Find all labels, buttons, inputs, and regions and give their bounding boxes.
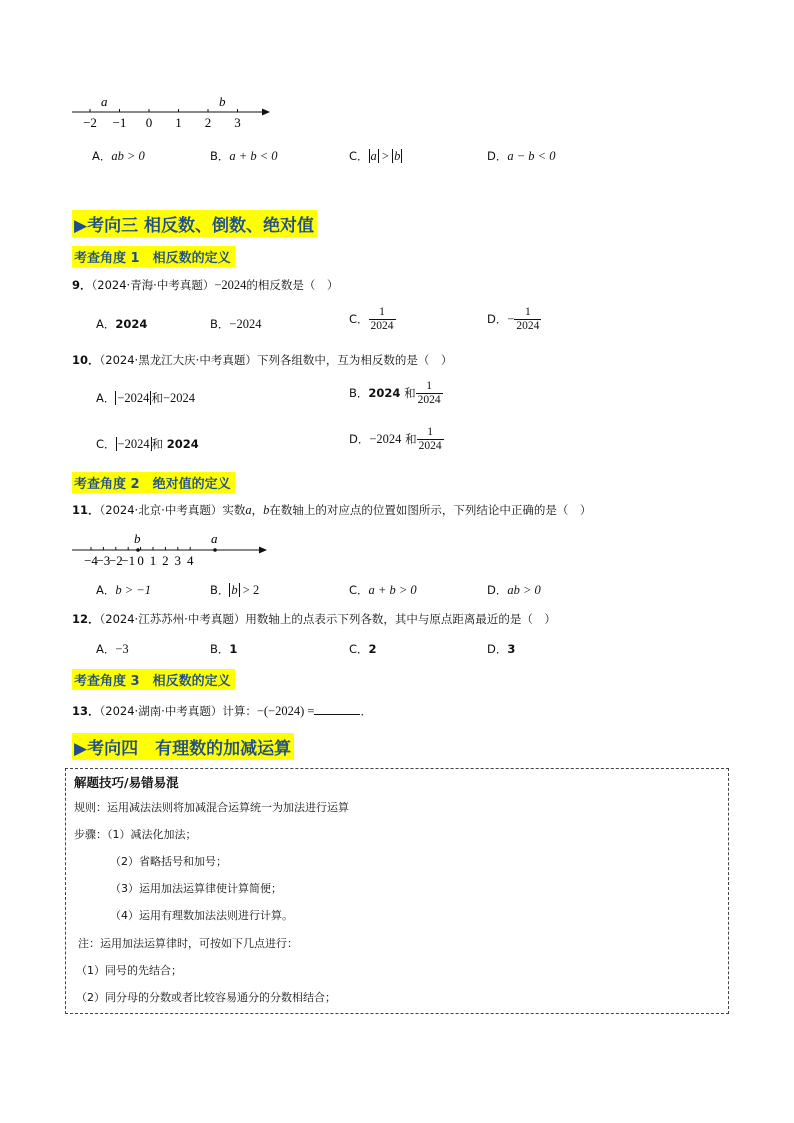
- triangle-icon: ▶: [74, 739, 88, 759]
- q12-option-b[interactable]: [210, 641, 237, 657]
- question-number: 9．: [72, 278, 92, 292]
- number-line-1-tick-label: 2: [204, 115, 212, 130]
- option-letter: A．: [92, 149, 112, 163]
- question-text: 用数轴上的点表示下列各数，其中与原点距离最近的是（ ）: [245, 612, 556, 626]
- q9-option-c[interactable]: [349, 306, 396, 333]
- number-line-2-tick-label: 0: [137, 553, 144, 568]
- option-value: 3: [507, 642, 516, 656]
- number-line-2-point-a-label: a: [211, 531, 218, 546]
- question-number: 12．: [72, 612, 100, 626]
- comma: ，: [251, 503, 264, 517]
- number-line-1-point-b-label: b: [219, 94, 226, 109]
- angle-1-heading: 考查角度 1 相反数的定义: [72, 246, 235, 267]
- tips-line: （4）运用有理数加法法则进行计算。: [110, 909, 293, 922]
- number-line-1-tick-label: 3: [234, 115, 241, 130]
- q11-option-d[interactable]: [487, 582, 541, 598]
- fraction-numerator: 1: [426, 380, 432, 392]
- option-letter: A．: [96, 391, 116, 405]
- option-letter: B．: [210, 149, 230, 163]
- tips-line: 注：运用加法运算律时，可按如下几点进行：: [78, 937, 298, 950]
- q10-option-d[interactable]: [349, 426, 444, 453]
- option-expr-right: > 2: [239, 583, 260, 597]
- question-end: ．: [360, 704, 372, 718]
- option-letter: D．: [487, 583, 508, 597]
- abs-expr: −2024: [117, 391, 150, 405]
- question-source: （2024·江苏苏州·中考真题）: [99, 612, 246, 626]
- abs-expr: −2024: [117, 437, 150, 451]
- var-b: b: [263, 503, 270, 517]
- option-expr: ab > 0: [111, 149, 145, 163]
- option-letter: B．: [210, 317, 230, 331]
- number-line-2: [66, 530, 276, 572]
- tips-line: 步骤：（1）减法化加法；: [74, 828, 197, 841]
- option-expr: ab > 0: [507, 583, 541, 597]
- question-text: 的相反数是（ ）: [246, 278, 339, 292]
- section-3-title: 考向三 相反数、倒数、绝对值: [87, 216, 314, 236]
- q12-option-d[interactable]: [487, 641, 515, 657]
- q8-option-b[interactable]: [210, 148, 278, 164]
- question-expr: −2024: [214, 278, 247, 292]
- option-right: 2024: [166, 437, 199, 451]
- q10-option-b[interactable]: [349, 380, 443, 407]
- q10-stem: [72, 352, 452, 368]
- option-letter: D．: [487, 149, 508, 163]
- option-letter: A．: [96, 317, 116, 331]
- option-left: −2024: [369, 432, 402, 446]
- q9-option-d[interactable]: [487, 306, 541, 333]
- q9-stem: [72, 277, 338, 293]
- q8-option-a[interactable]: [92, 148, 145, 164]
- option-value: 1: [229, 642, 238, 656]
- tips-line: （2）同分母的分数或者比较容易通分的分数相结合；: [76, 991, 336, 1004]
- number-line-2-point-b: [136, 548, 140, 552]
- triangle-icon: ▶: [74, 216, 88, 236]
- section-4-heading: [72, 733, 294, 760]
- q12-option-a[interactable]: [96, 641, 129, 657]
- option-letter: D．: [487, 642, 508, 656]
- abs-a: a: [370, 149, 377, 163]
- question-source: （2024·青海·中考真题）: [91, 278, 215, 292]
- tips-line: （1）同号的先结合；: [76, 964, 182, 977]
- abs-b: b: [231, 583, 238, 597]
- option-letter: D．: [487, 312, 508, 326]
- option-letter: B．: [210, 642, 230, 656]
- number-line-2-tick-label: 1: [149, 553, 157, 568]
- option-letter: C．: [349, 583, 369, 597]
- option-value: 2024: [115, 317, 148, 331]
- angle-3-heading: 考查角度 3 相反数的定义: [72, 669, 235, 690]
- and-word: 和: [151, 437, 164, 451]
- number-line-2-tick-label: 4: [186, 553, 194, 568]
- angle-2-heading: 考查角度 2 绝对值的定义: [72, 472, 235, 493]
- number-line-2-point-a: [213, 548, 217, 552]
- question-source: （2024·黑龙江大庆·中考真题）: [99, 353, 257, 367]
- fraction: [514, 306, 541, 333]
- question-source: （2024·湖南·中考真题）: [99, 704, 223, 718]
- fraction-denominator: 2024: [417, 394, 441, 406]
- number-line-1-tick-label: −1: [112, 115, 127, 130]
- number-line-2-tick-label: −4: [84, 553, 98, 568]
- fraction-denominator: 2024: [370, 320, 394, 332]
- option-letter: D．: [349, 432, 370, 446]
- q11-option-c[interactable]: [349, 582, 417, 598]
- number-line-2-tick-label: 2: [162, 553, 169, 568]
- tips-box: [65, 768, 729, 1014]
- number-line-1-point-a-label: a: [101, 94, 108, 109]
- option-letter: A．: [96, 583, 116, 597]
- section-4-title: 考向四 有理数的加减运算: [87, 739, 292, 759]
- option-sign: −: [507, 312, 515, 326]
- q9-option-b[interactable]: [210, 316, 261, 332]
- question-text: 下列各组数中，互为相反数的是（ ）: [256, 353, 453, 367]
- question-number: 11．: [72, 503, 100, 517]
- option-expr: b > −1: [115, 583, 151, 597]
- fraction-numerator: 1: [379, 306, 385, 318]
- q11-option-b[interactable]: [210, 582, 259, 598]
- tips-line: （2）省略括号和加号；: [110, 855, 227, 868]
- number-line-2-tick-label: 3: [174, 553, 182, 568]
- fraction-numerator: 1: [525, 306, 531, 318]
- number-line-1-tick-label: 0: [145, 115, 153, 130]
- q12-stem: [72, 611, 556, 627]
- abs-b: b: [394, 149, 401, 163]
- option-expr: a + b < 0: [229, 149, 278, 163]
- tips-line: （3）运用加法运算律使计算简便；: [110, 882, 282, 895]
- option-value: 2: [368, 642, 377, 656]
- option-expr: a − b < 0: [507, 149, 556, 163]
- option-letter: C．: [349, 149, 369, 163]
- var-a: a: [245, 503, 252, 517]
- option-expr: a + b > 0: [368, 583, 417, 597]
- option-letter: C．: [96, 437, 116, 451]
- and-word: 和: [151, 391, 163, 405]
- section-3-heading: [72, 210, 317, 237]
- q11-stem: [72, 502, 591, 518]
- tips-line: 规则：运用减法法则将加减混合运算统一为加法进行运算: [74, 801, 349, 814]
- tips-title: 解题技巧/易错易混: [74, 775, 179, 790]
- option-left: 2024: [368, 386, 401, 400]
- fraction: [416, 380, 443, 407]
- q8-option-d[interactable]: [487, 148, 555, 164]
- fraction: [369, 306, 396, 333]
- option-letter: C．: [349, 642, 369, 656]
- q13-stem: [72, 703, 372, 719]
- option-op: >: [378, 149, 393, 163]
- number-line-2-tick-label: −2: [108, 553, 123, 568]
- q8-option-c[interactable]: [349, 148, 402, 164]
- q9-option-a[interactable]: [96, 316, 147, 332]
- question-source: （2024·北京·中考真题）: [99, 503, 223, 517]
- option-letter: A．: [96, 642, 116, 656]
- question-text-pre: 实数: [222, 503, 246, 517]
- fraction: [417, 426, 444, 453]
- and-word: 和: [405, 432, 417, 446]
- option-letter: B．: [349, 386, 369, 400]
- number-line-2-tick-label: −1: [121, 553, 136, 568]
- question-text: 计算：: [222, 704, 257, 718]
- number-line-1: [60, 92, 280, 132]
- question-expr: −(−2024) =: [256, 704, 315, 718]
- number-line-1-tick-label: −2: [83, 115, 97, 130]
- option-value: −2024: [229, 317, 262, 331]
- fraction-denominator: 2024: [418, 440, 442, 452]
- option-right: −2024: [162, 391, 195, 405]
- question-number: 13．: [72, 704, 100, 718]
- and-word: 和: [404, 386, 416, 400]
- q10-option-c[interactable]: [96, 436, 199, 452]
- number-line-2-point-b-label: b: [134, 531, 141, 546]
- option-letter: B．: [210, 583, 230, 597]
- q10-option-a[interactable]: [96, 390, 195, 406]
- q12-option-c[interactable]: [349, 641, 377, 657]
- number-line-1-tick-label: 1: [175, 115, 182, 130]
- number-line-2-tick-label: −3: [96, 553, 111, 568]
- q11-option-a[interactable]: [96, 582, 151, 598]
- fraction-denominator: 2024: [516, 320, 540, 332]
- question-number: 10．: [72, 353, 100, 367]
- question-text-post: 在数轴上的对应点的位置如图所示，下列结论中正确的是（ ）: [269, 503, 592, 517]
- fraction-numerator: 1: [427, 426, 433, 438]
- option-value: −3: [115, 642, 129, 656]
- option-letter: C．: [349, 312, 369, 326]
- answer-blank[interactable]: [314, 704, 360, 715]
